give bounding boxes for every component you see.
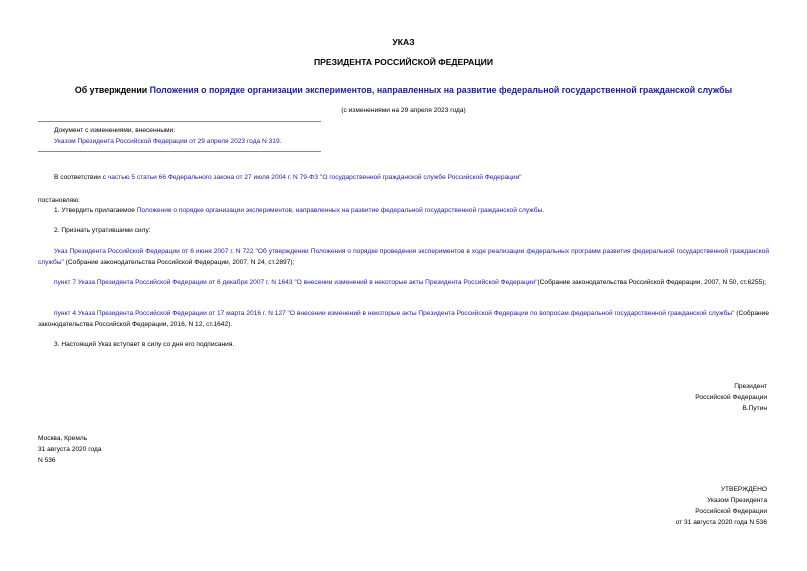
approved-block	[520, 484, 767, 528]
place-date-block	[38, 433, 102, 466]
revision-note: (с изменениями на 29 апреля 2023 года)	[341, 107, 466, 114]
document-issuer: ПРЕЗИДЕНТА РОССИЙСКОЙ ФЕДЕРАЦИИ	[313, 57, 494, 67]
divider-bottom	[38, 151, 321, 152]
repealed-item-suffix: (Собрание законодательства Российской Федерации, 2016, N 12, ст.1642).	[38, 310, 769, 328]
repealed-item-link[interactable]: пункт 7 Указа Президента Российской Федерации от 6 декабря 2007 г. N 1643 "О внесении изменений в некоторые акты Президента Российской Федерации"	[54, 279, 538, 286]
item-1	[38, 206, 769, 217]
repealed-item	[38, 278, 769, 289]
preamble-link[interactable]: частью 5 статьи 66 Федерального закона от 27 июля 2004 г. N 79-ФЗ "О государственной гражданской службе Российской Федерации"	[107, 174, 522, 181]
repealed-item-link[interactable]: Указ Президента Российской Федерации от 6 июня 2007 г. N 722 "Об утверждении Положения о порядке проведения экспериментов в ходе реализации федеральных программ развития федеральной государственной гражданской службы"	[38, 248, 769, 266]
amendments-label: Документ с изменениями, внесенными:	[54, 127, 176, 134]
title-prefix: Об утверждении	[74, 85, 150, 95]
preamble-prefix: В соответствии с	[54, 174, 108, 181]
approved-line: Указом Президента	[707, 497, 767, 504]
preamble-paragraph	[38, 173, 769, 184]
repealed-item-suffix: (Собрание законодательства Российской Федерации, 2007, N 50, ст.6255);	[537, 279, 767, 286]
signature-line: В.Путин	[742, 405, 767, 412]
item-3: 3. Настоящий Указ вступает в силу со дня его подписания.	[54, 341, 235, 348]
document-type: УКАЗ	[392, 37, 415, 47]
signature-line: Российской Федерации	[695, 394, 767, 401]
item-1-suffix: .	[542, 207, 545, 214]
approved-line: УТВЕРЖДЕНО	[720, 486, 767, 493]
approved-line: от 31 августа 2020 года N 536	[675, 519, 767, 526]
date-line: 31 августа 2020 года	[38, 446, 102, 453]
approved-line: Российской Федерации	[695, 508, 767, 515]
place-line: Москва, Кремль	[38, 435, 88, 442]
decree-word: постановляю:	[38, 197, 81, 204]
item-1-prefix: 1. Утвердить прилагаемое	[54, 207, 137, 214]
item-1-link[interactable]: Положение о порядке организации экспериментов, направленных на развитие федеральной государственной гражданской службы	[136, 207, 543, 214]
document-title	[40, 85, 767, 95]
repealed-item-link[interactable]: пункт 4 Указа Президента Российской Федерации от 17 марта 2016 г. N 127 "О внесении изменений в некоторые акты Президента Российской Федерации по вопросам федеральной государственной гражданской службы"	[54, 310, 735, 317]
number-line: N 536	[38, 457, 56, 464]
amendments-link[interactable]: Указом Президента Российской Федерации от 29 апреля 2023 года N 319.	[54, 138, 282, 145]
repealed-item	[38, 247, 769, 268]
signature-block	[560, 381, 767, 414]
title-link[interactable]: Положения о порядке организации экспериментов, направленных на развитие федеральной государственной гражданской службы	[149, 85, 733, 95]
repealed-item	[38, 309, 769, 330]
signature-line: Президент	[734, 383, 767, 390]
repealed-item-suffix: (Собрание законодательства Российской Федерации, 2007, N 24, ст.2897);	[63, 258, 295, 266]
item-2: 2. Признать утратившими силу:	[54, 227, 151, 234]
divider-top	[38, 121, 321, 122]
